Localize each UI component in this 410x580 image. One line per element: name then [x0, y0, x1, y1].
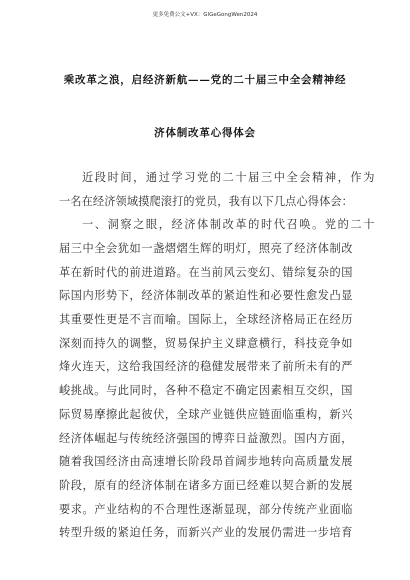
- body-line: 阶段，原有的经济体制在诸多方面已经难以契合新的发展: [59, 479, 353, 492]
- document-title: 乘改革之浪，启经济新航——党的二十届三中全会精神经: [63, 74, 347, 86]
- body-line: 届三中全会犹如一盏熠熠生辉的明灯，照亮了经济体制改: [59, 242, 353, 255]
- document-title-continued: 济体制改革心得体会: [154, 127, 256, 139]
- body-line: 革在新时代的前进道路。在当前风云变幻、错综复杂的国: [59, 266, 353, 279]
- body-line: 近段时间，通过学习党的二十届三中全会精神，作为: [82, 171, 376, 184]
- body-line: 深刻而持久的调整，贸易保护主义肆意横行，科技竞争如: [59, 337, 353, 350]
- body-line: 一名在经济领域摸爬滚打的党员，我有以下几点心得体会：: [59, 195, 353, 208]
- body-line: 经济体崛起与传统经济强国的博弈日益激烈。国内方面，: [59, 432, 353, 445]
- body-line: 一、洞察之眼，经济体制改革的时代召唤。党的二十: [82, 218, 376, 231]
- body-line: 其重要性更是不言而喻。国际上，全球经济格局正在经历: [59, 313, 353, 326]
- body-line: 随着我国经济由高速增长阶段昂首阔步地转向高质量发展: [59, 455, 353, 468]
- page-header: 更多免费公文+VX：GlGeGongWen2024: [152, 12, 258, 18]
- body-line: 转型升级的紧迫任务，而新兴产业的发展仍需进一步培育: [59, 526, 353, 539]
- body-line: 际贸易摩擦此起彼伏，全球产业链供应链面临重构，新兴: [59, 408, 353, 421]
- body-line: 烽火连天，这给我国经济的稳健发展带来了前所未有的严: [59, 360, 353, 373]
- body-line: 际国内形势下，经济体制改革的紧迫性和必要性愈发凸显: [59, 289, 353, 302]
- body-line: 要求。产业结构的不合理性逐渐显现，部分传统产业面临: [59, 503, 353, 516]
- body-line: 峻挑战。与此同时，各种不稳定不确定因素相互交织，国: [59, 384, 353, 397]
